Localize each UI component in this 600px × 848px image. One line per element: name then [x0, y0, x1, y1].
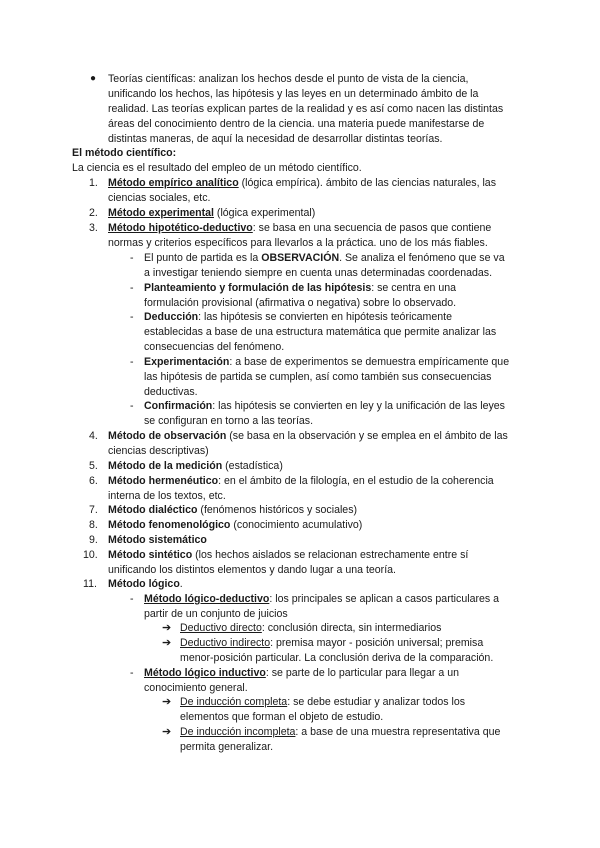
item-number: 9.: [89, 534, 98, 546]
method-continuation: ciencias sociales, etc.: [108, 192, 211, 204]
section-heading: El método científico:: [72, 147, 177, 159]
item-number: 7.: [89, 504, 98, 516]
method-text: (conocimiento acumulativo): [230, 519, 363, 531]
list-item: [89, 176, 496, 190]
step-text: . Se analiza el fenómeno que se va: [339, 252, 505, 264]
method-title: Método hermenéutico: [108, 475, 219, 487]
step-text: : las hipótesis se convierten en ley y la unificación de las leyes: [212, 400, 505, 412]
dash-marker: -: [130, 356, 134, 368]
arrow-continuation: elementos que forman el objeto de estudio.: [180, 711, 384, 723]
logic-continuation: conocimiento general.: [144, 682, 248, 694]
method-title: Método de observación: [108, 430, 227, 442]
logic-text: : los principales se aplican a casos particulares a: [269, 593, 500, 605]
method-continuation: unificando los distintos elementos y dando lugar a una teoría.: [108, 564, 396, 576]
logic-title: Método lógico-deductivo: [144, 593, 270, 605]
step-continuation: consecuencias del fenómeno.: [144, 341, 285, 353]
method-title: Método experimental: [108, 207, 214, 219]
step-text: : a base de experimentos se demuestra empíricamente que: [229, 356, 510, 368]
step-text: : se centra en una: [371, 282, 457, 294]
arrow-continuation: menor-posición particular. La conclusión deriva de la comparación.: [180, 652, 494, 664]
method-title: Método de la medición: [108, 460, 223, 472]
item-number: 1.: [89, 177, 98, 189]
step-continuation: las hipótesis de partida se cumplen, así como también sus consecuencias: [144, 371, 492, 383]
arrow-continuation: permita generalizar.: [180, 741, 274, 753]
method-title: Método sintético: [108, 549, 193, 561]
method-continuation: interna de los textos, etc.: [108, 490, 226, 502]
step-title: Experimentación: [144, 356, 230, 368]
method-title: Método dialéctico: [108, 504, 198, 516]
dash-marker: -: [130, 593, 134, 605]
step-text: : las hipótesis se convierten en hipótesis teóricamente: [198, 311, 452, 323]
method-text: (lógica experimental): [213, 207, 316, 219]
step-continuation: deductivas.: [144, 386, 198, 398]
step-title: OBSERVACIÓN: [261, 252, 340, 264]
arrow-icon: ➔: [162, 726, 172, 738]
list-item: [83, 548, 469, 562]
step-continuation: formulación provisional (afirmativa o negativa) sobre lo observado.: [144, 297, 457, 309]
item-number: 11.: [83, 578, 97, 590]
list-item: [89, 533, 207, 547]
step-continuation: a investigar teniendo siempre en cuenta unas determinadas coordenadas.: [144, 267, 493, 279]
arrow-item-text: : a base de una muestra representativa que: [295, 726, 501, 738]
logic-continuation: partir de un conjunto de juicios: [144, 608, 288, 620]
arrow-item-title: Deductivo indirecto: [180, 637, 271, 649]
step-text: El punto de partida es la: [144, 252, 262, 264]
method-continuation: ciencias descriptivas): [108, 445, 209, 457]
bullet-icon: ●: [90, 73, 97, 84]
arrow-icon: ➔: [162, 696, 172, 708]
list-item: [89, 206, 316, 220]
method-text: (los hechos aislados se relacionan estrechamente entre sí: [192, 549, 469, 561]
arrow-item-text: : se debe estudiar y analizar todos los: [287, 696, 466, 708]
method-title: Método sistemático: [108, 534, 207, 546]
dash-marker: -: [130, 400, 134, 412]
list-item: [89, 503, 358, 517]
item-number: 6.: [89, 475, 98, 487]
list-item: [89, 518, 363, 532]
item-number: 2.: [89, 207, 98, 219]
arrow-icon: ➔: [162, 637, 172, 649]
arrow-item-text: : conclusión directa, sin intermediarios: [261, 622, 442, 634]
method-text: (se basa en la observación y se emplea en el ámbito de las: [226, 430, 508, 442]
dash-marker: -: [130, 667, 134, 679]
step-continuation: establecidas a base de una estructura matemática que permite analizar las: [144, 326, 497, 338]
method-text: (lógica empírica). ámbito de las ciencias naturales, las: [238, 177, 496, 189]
step-item: [144, 355, 509, 369]
list-item: [89, 459, 283, 473]
logic-text: : se parte de lo particular para llegar a un: [265, 667, 459, 679]
method-text: (estadística): [222, 460, 283, 472]
arrow-item-text: : premisa mayor - posición universal; premisa: [270, 637, 484, 649]
item-number: 5.: [89, 460, 98, 472]
arrow-item-title: De inducción incompleta: [180, 726, 296, 738]
step-item: [144, 251, 505, 265]
item-number: 3.: [89, 222, 98, 234]
intro-line: áreas del conocimiento dentro de la ciencia. una materia puede manifestarse de: [108, 118, 485, 130]
dash-marker: -: [130, 311, 134, 323]
arrow-item-title: Deductivo directo: [180, 622, 262, 634]
method-text: (fenómenos históricos y sociales): [197, 504, 358, 516]
logic-title: Método lógico inductivo: [144, 667, 266, 679]
arrow-icon: ➔: [162, 622, 172, 634]
intro-line: realidad. Las teorías explican partes de la realidad y es así como nacen las distintas: [108, 103, 504, 115]
method-title: Método hipotético-deductivo: [108, 222, 253, 234]
step-item: [144, 281, 456, 295]
step-title: Planteamiento y formulación de las hipótesis: [144, 282, 372, 294]
method-title: Método empírico analítico: [108, 177, 239, 189]
list-item: [89, 474, 494, 488]
method-text: : se basa en una secuencia de pasos que contiene: [252, 222, 492, 234]
item-number: 10.: [83, 549, 98, 561]
logic-subitem: [144, 666, 459, 680]
intro-line: unificando los hechos, las hipótesis y las leyes en un determinado ámbito de la: [108, 88, 479, 100]
step-item: [144, 399, 505, 413]
method-title: Método fenomenológico: [108, 519, 231, 531]
step-continuation: se configuran en torno a las teorías.: [144, 415, 314, 427]
item-number: 8.: [89, 519, 98, 531]
method-text: .: [179, 578, 183, 590]
list-item: [83, 577, 183, 591]
step-title: Confirmación: [144, 400, 213, 412]
arrow-item: [180, 725, 500, 739]
intro-line: Teorías científicas: analizan los hechos desde el punto de vista de la ciencia,: [108, 73, 469, 85]
arrow-item: [180, 621, 441, 635]
logic-subitem: [144, 592, 499, 606]
list-item: [89, 429, 508, 443]
section-definition: La ciencia es el resultado del empleo de un método científico.: [72, 162, 362, 174]
item-number: 4.: [89, 430, 98, 442]
intro-line: distintas maneras, de aquí la necesidad de desarrollar distintas teorías.: [108, 133, 443, 145]
arrow-item: [180, 636, 483, 650]
list-item: [89, 221, 492, 235]
method-title: Método lógico: [108, 578, 180, 590]
method-continuation: normas y criterios específicos para llevarlos a la práctica. uno de los más fiables.: [108, 237, 488, 249]
step-title: Deducción: [144, 311, 199, 323]
method-text: : en el ámbito de la filología, en el estudio de la coherencia: [218, 475, 494, 487]
step-item: [144, 310, 452, 324]
arrow-item: [180, 695, 465, 709]
dash-marker: -: [130, 282, 134, 294]
dash-marker: -: [130, 252, 134, 264]
arrow-item-title: De inducción completa: [180, 696, 288, 708]
